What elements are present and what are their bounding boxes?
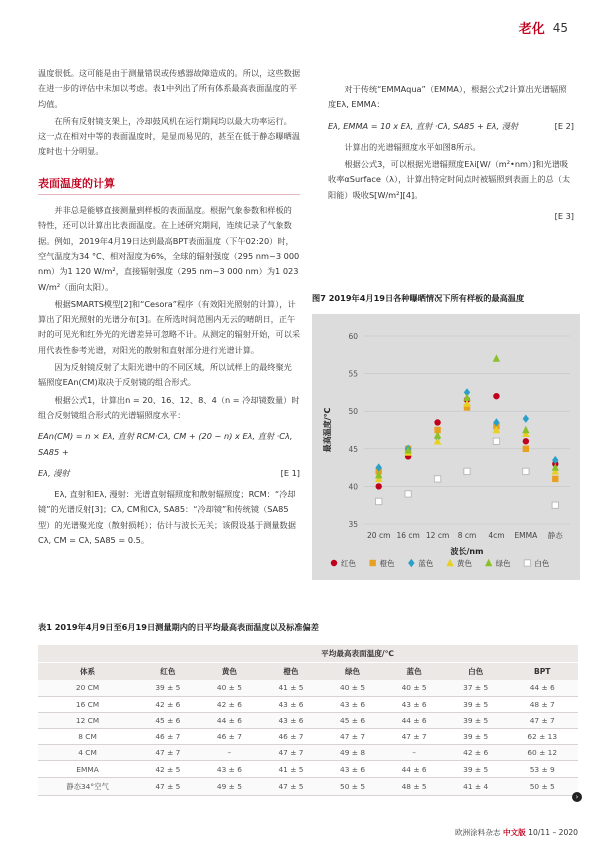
table-cell: 47 ± 7 [383,729,445,745]
legend-label: 红色 [341,559,356,568]
page-footer [455,827,578,838]
figure-caption: 图7 2019年4月19日各种曝晒情况下所有样板的最高温度 [312,293,525,303]
table-cell: 46 ± 7 [137,729,199,745]
table-row [38,745,578,761]
data-point [434,419,440,425]
table-cell: 49 ± 8 [322,745,384,761]
page-number: 45 [552,20,568,35]
equation-text: Eλ, EMMA = 10 x Eλ, 直射 ·Cλ, SA85 + Eλ, 漫射 [328,120,519,131]
table-cell: – [199,745,261,761]
equation-1 [38,429,300,460]
table-cell: 43 ± 6 [322,696,384,712]
column-header: 橙色 [260,663,322,681]
paragraph: 根据SMARTS模型[2]和“Cesora”程序（有效阳光照射的计算），计算出了阳光照射的光谱分布[3]。在所选时间范围内无云的晴朗日，正午时的可见光和红外光的光谱差异可忽略不计。从测定的辐射开始，可以采用代表性参考光谱，对阳光的散射和直射部分进行光谱计算。 [38,298,301,355]
table-row [38,729,578,745]
paragraph: 在所有反射镜支架上，冷却鼓风机在运行期间均以最大功率运行。这一点在相对中等的表面温度时，是显而易见的，甚至在低于静态曝晒温度时也十分明显。 [38,115,301,157]
column-header: 白色 [445,663,507,681]
data-point [522,426,529,433]
column-header: 黄色 [199,663,261,681]
row-label: 8 CM [38,729,137,745]
table-cell: 47 ± 7 [137,745,199,761]
table-cell: 47 ± 5 [137,777,199,795]
row-label: 静态34°空气 [38,777,137,795]
table-cell: 48 ± 7 [506,696,578,712]
chart-panel [312,314,580,580]
data-point [464,468,470,474]
y-tick-label: 40 [348,482,358,492]
table-group-header: 平均最高表面温度/℃ [137,645,578,663]
x-tick-label: 20 cm [367,531,391,540]
column-header: BPT [506,663,578,681]
table-cell: 39 ± 5 [445,696,507,712]
y-tick-label: 55 [348,369,358,379]
table-header-blank [38,645,137,663]
x-tick-label: 4cm [488,531,505,540]
row-label: EMMA [38,761,137,777]
equation-text: EAn(CM) = n × Eλ, 直射 RCM·Cλ, CM + (20 − n) x Eλ, 直射 ·Cλ, SA85 + [38,431,293,457]
table-cell: 47 ± 7 [322,729,384,745]
table-cell: 45 ± 6 [322,712,384,728]
row-label: 20 CM [38,680,137,696]
section-heading: 表面温度的计算 [38,176,300,195]
paragraph: 计算出的光谱辐照度水平如图8所示。 [344,141,481,152]
column-header: 绿色 [322,663,384,681]
column-header: 蓝色 [383,663,445,681]
table-cell: 46 ± 7 [260,729,322,745]
legend-label: 橙色 [379,559,395,568]
y-tick-label: 45 [348,444,358,454]
table-cell: 42 ± 6 [137,696,199,712]
table-cell: 43 ± 6 [383,696,445,712]
table-cell: 44 ± 6 [383,712,445,728]
legend-marker [331,560,337,566]
table-cell: 42 ± 5 [137,761,199,777]
table-cell: – [383,745,445,761]
table-cell: 43 ± 6 [260,712,322,728]
table-cell: 47 ± 7 [260,745,322,761]
row-label: 12 CM [38,712,137,728]
equation-2 [328,119,574,134]
table-caption: 表1 2019年4月9日至6月19日测量期内的日平均最高表面温度以及标准偏差 [38,622,319,632]
legend-marker [408,559,414,567]
table-cell: 39 ± 5 [445,729,507,745]
y-tick-label: 35 [348,520,358,529]
equation-tag: [E 1] [280,467,300,478]
paragraph: 根据公式1，计算出n = 20、16、12、8、4（n = 冷却镜数量）时组合反射镜组合形式的光谱辐照度水平： [38,394,300,420]
journal-issue: 10/11 – 2020 [528,828,578,837]
table-cell: 41 ± 5 [260,761,322,777]
paragraph: 因为反射镜反射了太阳光谱中的不同区域，所以试样上的最终聚光辐照度EAn(CM)取决于反射镜的组合形式。 [38,362,292,388]
data-point [493,354,500,361]
table-cell: 42 ± 6 [199,696,261,712]
legend-marker [524,560,530,566]
table-cell: 40 ± 5 [322,680,384,696]
equation-tag: [E 2] [554,120,574,131]
table-row [38,777,578,795]
data-point [523,446,529,452]
x-tick-label: 8 cm [457,531,477,540]
page-header [519,18,568,37]
table-cell: 50 ± 5 [506,777,578,795]
data-point [493,438,499,444]
table-cell: 53 ± 9 [506,761,578,777]
next-page-button[interactable]: › [572,792,582,802]
table-cell: 47 ± 5 [260,777,322,795]
table-cell: 44 ± 6 [383,761,445,777]
equation-tag: [E 3] [554,211,574,222]
table-cell: 41 ± 5 [260,680,322,696]
table-cell: 46 ± 7 [199,729,261,745]
table-cell: 41 ± 4 [445,777,507,795]
scatter-chart [312,314,580,580]
data-point [376,498,382,504]
x-tick-label: EMMA [514,531,538,540]
table-cell: 44 ± 6 [199,712,261,728]
paragraph: 对于传统“EMMAqua”（EMMA），根据公式2计算出光谱辐照度Eλ, EMMA： [328,84,567,110]
y-tick-label: 60 [348,332,358,341]
data-point [376,483,382,489]
y-axis-label: 最高温度/℃ [323,407,332,453]
right-column [328,82,574,230]
table-cell: 39 ± 5 [137,680,199,696]
y-tick-label: 50 [348,407,358,417]
table-cell: 48 ± 5 [383,777,445,795]
x-tick-label: 16 cm [396,531,420,540]
data-point [523,468,529,474]
table-cell: 43 ± 6 [199,761,261,777]
table-row [38,712,578,728]
row-label: 4 CM [38,745,137,761]
data-point [463,393,470,400]
data-point [552,476,558,482]
table-row [38,696,578,712]
legend-label: 白色 [534,559,550,568]
table-cell: 39 ± 5 [445,712,507,728]
row-label: 16 CM [38,696,137,712]
paragraph: 根据公式3，可以根据光谱辐照度Eλi[W/（m²•nm）]和光谱吸收率αSurface（λ），计算出特定时间点时被辐照到表面上的总（太阳能）吸收S[W/m²][4]。 [328,159,571,200]
table-cell: 44 ± 6 [506,680,578,696]
table-cell: 40 ± 5 [383,680,445,696]
data-table [38,645,578,796]
paragraph: Eλ, 直射和Eλ, 漫射：光谱直射辐照度和散射辐照度；RCM：“冷却镜”的光谱反射[3]；Cλ, CM和Cλ, SA85：“冷却镜”和传统镜（SA85型）的光谱聚光度（散射损耗）；估计与波长无关；该假设基于测量数据Cλ, CM = Cλ, SA85 = 0.5。 [38,489,296,546]
table-cell: 60 ± 12 [506,745,578,761]
column-header: 体系 [38,663,137,681]
legend-label: 蓝色 [418,559,434,568]
legend-label: 黄色 [457,559,472,568]
table-row [38,761,578,777]
equation-1-cont [38,466,300,481]
table-row [38,680,578,696]
legend-marker [446,559,453,566]
data-point [434,476,440,482]
table-cell: 40 ± 5 [199,680,261,696]
journal-edition: 中文版 [502,828,526,837]
table-cell: 37 ± 5 [445,680,507,696]
x-axis-label: 波长/nm [450,547,484,556]
table-cell: 49 ± 5 [199,777,261,795]
paragraph: 温度很低。这可能是由于测量错误或传感器故障造成的。所以，这些数据在进一步的评估中未加以考虑。表1中列出了所有体系最高表面温度的平均值。 [38,68,301,109]
equation-text: Eλ, 漫射 [38,467,70,478]
legend-marker [485,559,492,566]
table-cell: 47 ± 7 [506,712,578,728]
table-cell: 43 ± 6 [322,761,384,777]
table-cell: 42 ± 6 [445,745,507,761]
table-cell: 43 ± 6 [260,696,322,712]
data-point [552,502,558,508]
table-cell: 62 ± 13 [506,729,578,745]
legend-marker [369,560,375,566]
table-cell: 50 ± 5 [322,777,384,795]
x-tick-label: 12 cm [425,531,450,540]
section-title: 老化 [518,22,545,37]
data-point [523,415,529,423]
legend-label: 绿色 [495,559,511,568]
data-point [523,438,529,444]
table-cell: 39 ± 5 [445,761,507,777]
equation-3 [328,209,574,224]
data-point [493,393,499,399]
data-point [405,491,411,497]
journal-name: 欧洲涂料杂志 [454,828,501,837]
column-header: 红色 [137,663,199,681]
left-column [38,66,300,550]
paragraph: 并非总是能够直接测量到样板的表面温度。根据气象参数和样板的特性，还可以计算出比表面温度。在上述研究期间，连续记录了气象数据。例如，2019年4月19日达到最高BPT表面温度（下午02:20）时，空气温度为34 °C、相对湿度为6%，全球的辐射强度（295 nm~3 000 nm）为1 120 W/m²，直接辐射强度（295 nm~3 000 nm）为1 023 W/m²（面向太阳）。 [38,205,300,292]
table-cell: 45 ± 6 [137,712,199,728]
x-tick-label: 静态 [547,531,563,540]
